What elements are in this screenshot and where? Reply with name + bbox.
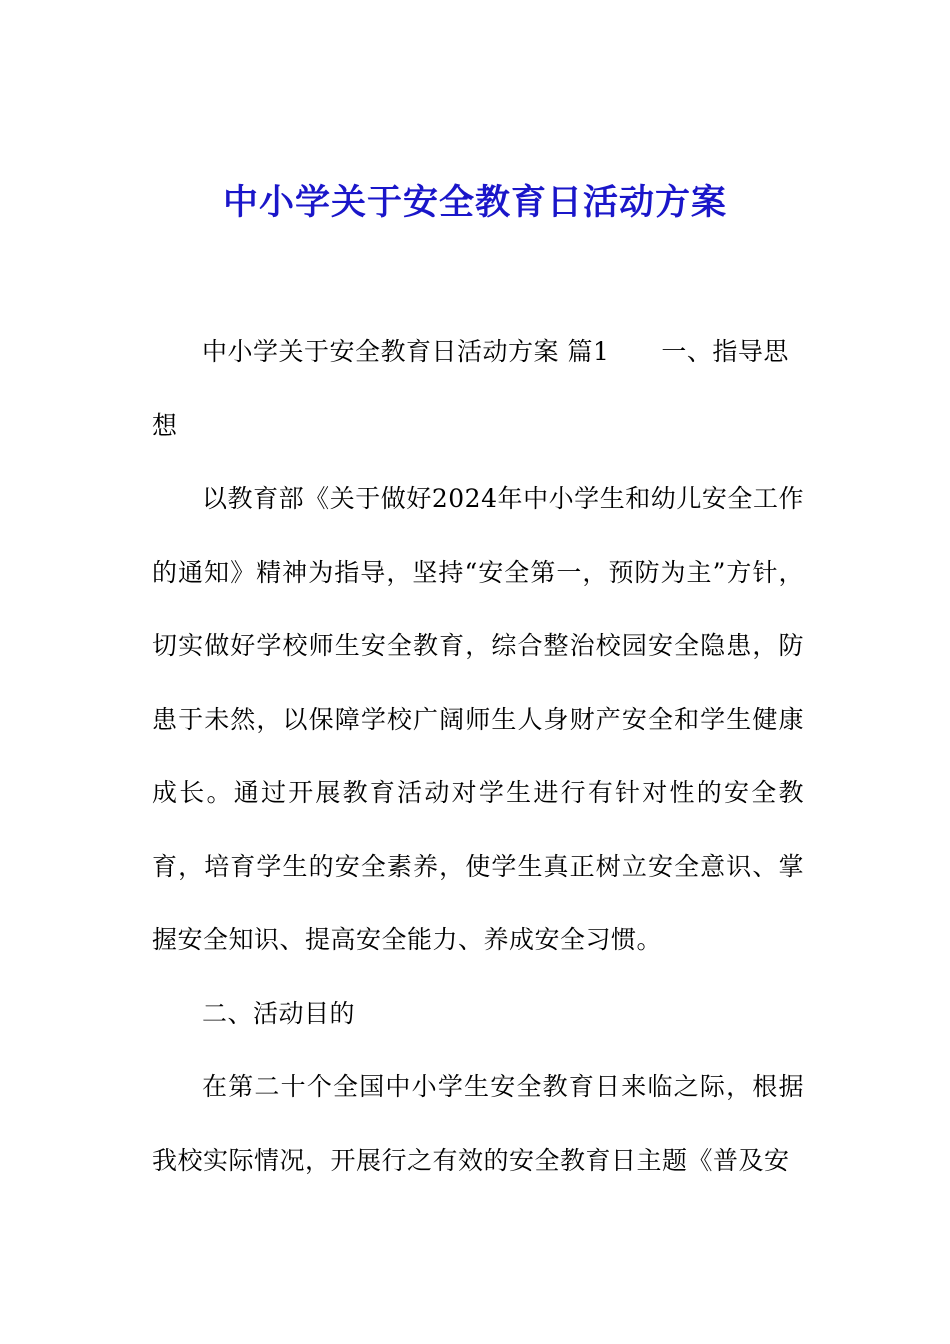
doc-section-label: 中小学关于安全教育日活动方案 篇1 xyxy=(202,337,610,366)
intro-heading-line xyxy=(152,315,804,462)
section-one-heading: 一、指导思想 xyxy=(152,337,789,440)
document-body xyxy=(152,315,804,1197)
document-title: 中小学关于安全教育日活动方案 xyxy=(222,183,727,223)
section-two-heading: 二、活动目的 xyxy=(202,998,356,1028)
paragraph-activity-purpose: 在第二十个全国中小学生安全教育日来临之际，根据我校实际情况，开展行之有效的安全教育日主题《普及安 xyxy=(152,1072,804,1175)
paragraph-guiding-ideology: 以教育部《关于做好2024年中小学生和幼儿安全工作的通知》精神为指导，坚持“安全第一，预防为主”方针，切实做好学校师生安全教育，综合整治校园安全隐患，防患于未然，以保障学校广阔师生人身财产安全和学生健康成长。通过开展教育活动对学生进行有针对性的安全教育，培育学生的安全素养，使学生真正树立安全意识、掌握安全知识、提高安全能力、养成安全习惯。 xyxy=(152,484,804,954)
